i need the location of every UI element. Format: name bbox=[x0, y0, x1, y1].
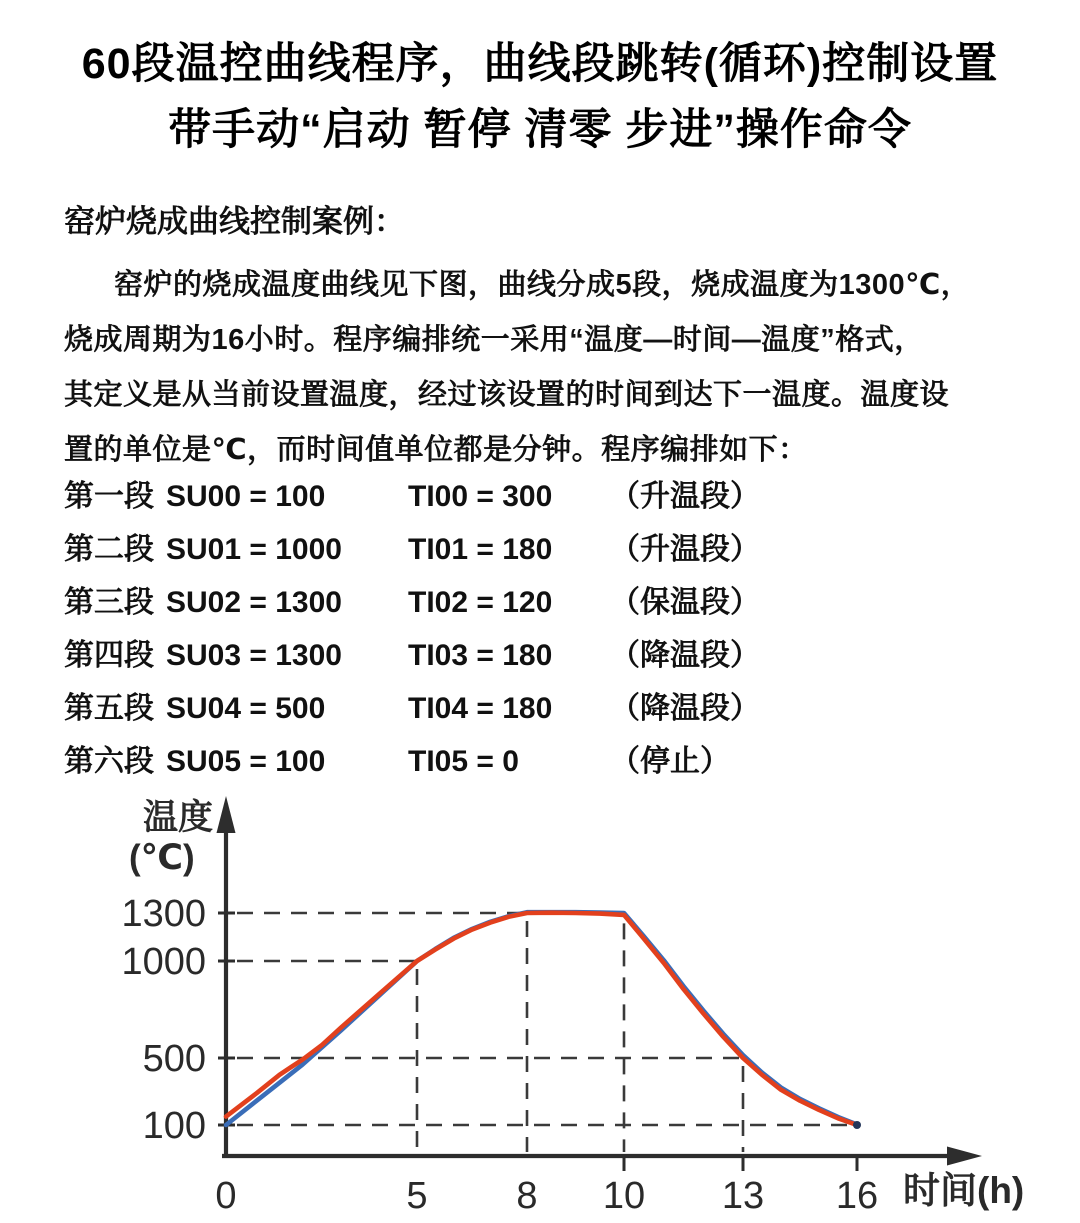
x-tick-label-8: 8 bbox=[516, 1175, 538, 1217]
case-heading: 窑炉烧成曲线控制案例： bbox=[64, 204, 405, 239]
x-axis-title: 时间(h) bbox=[903, 1170, 1025, 1211]
y-axis-title: 温度 bbox=[143, 798, 214, 837]
segment-su-value: SU03 = 1300 bbox=[166, 639, 342, 672]
segment-label: 第四段 bbox=[64, 639, 154, 672]
x-tick-label-5: 5 bbox=[406, 1175, 428, 1217]
segment-ti-value: TI05 = 0 bbox=[408, 745, 519, 778]
paragraph-line-4: 置的单位是℃，而时间值单位都是分钟。程序编排如下： bbox=[64, 434, 808, 466]
paragraph-line-3: 其定义是从当前设置温度，经过该设置的时间到达下一温度。温度设 bbox=[64, 379, 950, 411]
segment-su-value: SU01 = 1000 bbox=[166, 533, 342, 566]
y-axis-arrow-icon bbox=[217, 796, 236, 833]
segment-label: 第二段 bbox=[64, 533, 154, 566]
page-title-line1: 60段温控曲线程序，曲线段跳转(循环)控制设置 bbox=[81, 40, 999, 88]
segment-su-value: SU05 = 100 bbox=[166, 745, 326, 778]
segment-ti-value: TI01 = 180 bbox=[408, 533, 553, 566]
segment-label: 第三段 bbox=[64, 586, 154, 619]
segment-ti-value: TI02 = 120 bbox=[408, 586, 553, 619]
y-tick-label-1000: 1000 bbox=[121, 941, 206, 983]
y-tick-label-1300: 1300 bbox=[121, 893, 206, 935]
segment-label: 第六段 bbox=[64, 745, 154, 778]
segment-note: （升温段） bbox=[610, 533, 760, 566]
actual-curve bbox=[226, 913, 857, 1125]
paragraph-line-2: 烧成周期为16小时。程序编排统一采用“温度—时间—温度”格式， bbox=[64, 324, 924, 356]
segment-su-value: SU04 = 500 bbox=[166, 692, 326, 725]
segment-note: （降温段） bbox=[610, 639, 760, 672]
y-axis-unit: (℃) bbox=[129, 838, 195, 877]
segment-su-value: SU00 = 100 bbox=[166, 480, 326, 513]
segment-note: （停止） bbox=[610, 745, 730, 778]
page-title-line2: 带手动“启动 暂停 清零 步进”操作命令 bbox=[168, 106, 912, 154]
curve-end-dot bbox=[853, 1121, 861, 1129]
x-tick-label-10: 10 bbox=[602, 1175, 646, 1217]
segment-label: 第五段 bbox=[64, 692, 154, 725]
y-tick-label-100: 100 bbox=[142, 1105, 206, 1147]
segment-label: 第一段 bbox=[64, 480, 154, 513]
segment-note: （降温段） bbox=[610, 692, 760, 725]
segment-note: （升温段） bbox=[610, 480, 760, 513]
segment-ti-value: TI03 = 180 bbox=[408, 639, 553, 672]
segment-su-value: SU02 = 1300 bbox=[166, 586, 342, 619]
segment-note: （保温段） bbox=[610, 586, 760, 619]
segment-ti-value: TI04 = 180 bbox=[408, 692, 553, 725]
segment-ti-value: TI00 = 300 bbox=[408, 480, 553, 513]
x-tick-label-0: 0 bbox=[215, 1175, 237, 1217]
setpoint-curve bbox=[226, 912, 857, 1125]
y-tick-label-500: 500 bbox=[142, 1038, 206, 1080]
x-tick-label-16: 16 bbox=[835, 1175, 879, 1217]
x-tick-label-13: 13 bbox=[721, 1175, 765, 1217]
x-axis-arrow-icon bbox=[947, 1147, 982, 1166]
paragraph-line-1: 窑炉的烧成温度曲线见下图，曲线分成5段，烧成温度为1300℃， bbox=[114, 269, 971, 301]
